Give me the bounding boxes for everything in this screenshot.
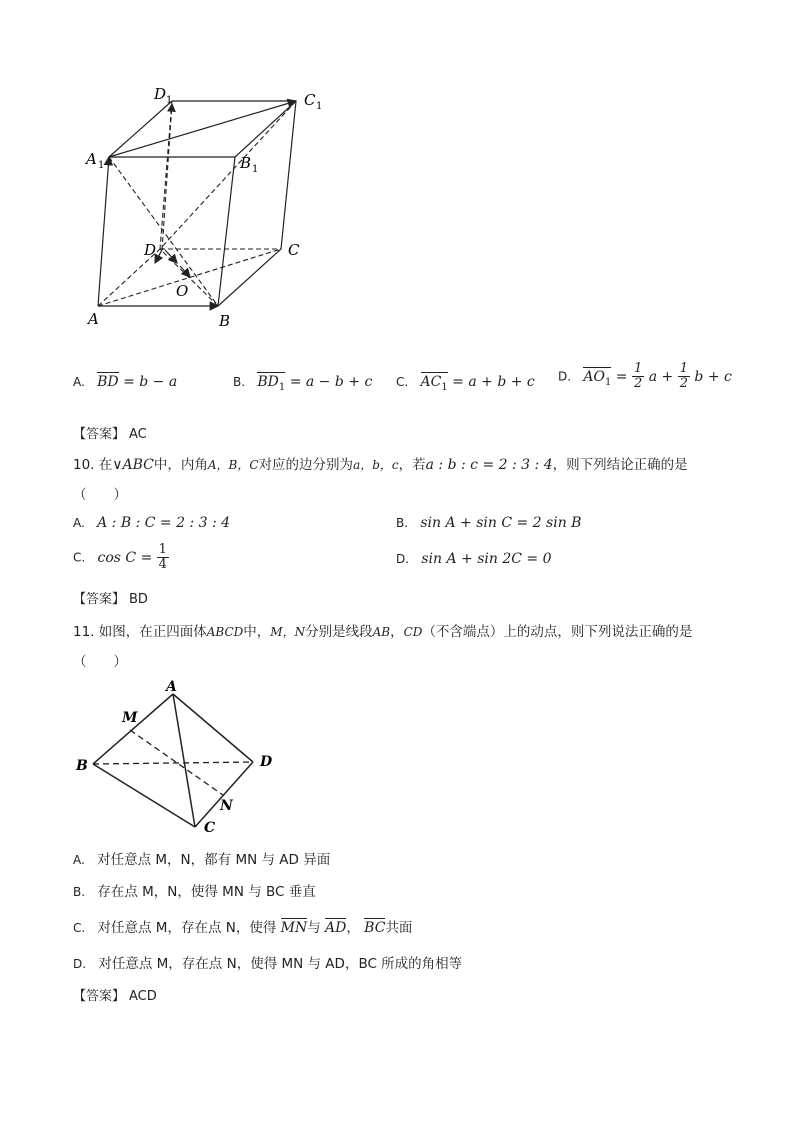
q9-d-fraction-1: $\frac{1}{2}$ [633, 361, 643, 391]
q9-option-a[interactable]: A. BD = b − a [73, 374, 178, 390]
label-D1: D [154, 85, 167, 103]
q9-d-fraction-2: $\frac{1}{2}$ [679, 361, 688, 391]
label-C1: C [304, 91, 316, 109]
tetra-label-N: N [220, 798, 233, 814]
tetra-label-A: A [166, 679, 177, 695]
q10-option-d[interactable]: D. sin A + sin 2C = 0 [396, 551, 552, 567]
q10-answer [73, 588, 148, 607]
label-B: B [219, 312, 231, 330]
answer-value: ACD [129, 989, 157, 1004]
q9-c-vector-ac1: $AC_1$ [420, 374, 448, 393]
q10-option-c[interactable]: C. cos C = $\frac{1}{4}$ [73, 542, 167, 572]
q9-option-b[interactable]: B. $BD_1 = a - b + c$ [233, 374, 373, 393]
label-B1: B [240, 154, 252, 172]
tetra-label-D: D [260, 754, 273, 770]
label-D: D [144, 241, 157, 259]
label-A1: A [86, 150, 97, 168]
label-C: C [288, 241, 300, 259]
q11-tetrahedron-figure [70, 670, 290, 840]
label-D1-sub: 1 [166, 95, 173, 106]
answer-tag: 【答案】 [73, 427, 126, 442]
tetra-label-B: B [76, 758, 88, 774]
q11-c-vector-ad: AD [325, 920, 347, 936]
q9-d-vector-a1o: $AO_1$ [583, 368, 612, 388]
label-A1-sub: 1 [98, 160, 105, 171]
q11-answer [73, 985, 157, 1004]
q10-c-fraction: $\frac{1}{4}$ [158, 542, 167, 572]
label-B1-sub: 1 [252, 164, 259, 175]
q10-option-b[interactable]: B. sin A + sin C = 2 sin B [396, 515, 582, 531]
q9-option-d[interactable]: D. $AO_1$ = $\frac{1}{2}$ a + $\frac{1}{2}$ b + c [558, 361, 732, 391]
q11-stem: 11. 如图，在正四面体ABCD中，M，N分别是线段AB，CD（不含端点）上的动点，则下列说法正确的是 [73, 624, 693, 640]
q11-c-vector-mn: MN [280, 920, 308, 936]
q9-b-vector-bd1: $BD_1$ [257, 374, 286, 393]
tetra-label-C: C [204, 820, 216, 836]
q10-paren: （ ） [73, 487, 127, 503]
answer-value: BD [129, 592, 148, 607]
q10-stem: 10. 在∨ABC中，内角A，B，C对应的边分别为a，b，c，若a : b : c = 2 : 3 : 4，则下列结论正确的是 [73, 457, 688, 473]
answer-value: AC [129, 427, 147, 442]
q11-option-b[interactable]: B. 存在点 M，N，使得 MN 与 BC 垂直 [73, 884, 316, 900]
q10-option-a[interactable]: A. A : B : C = 2 : 3 : 4 [73, 515, 231, 531]
q9-a-vector-bd: BD [97, 374, 119, 390]
answer-tag: 【答案】 [73, 592, 126, 607]
q11-option-a[interactable]: A. 对任意点 M，N，都有 MN 与 AD 异面 [73, 852, 331, 868]
label-A: A [88, 310, 99, 328]
q11-c-vector-bc: BC [364, 920, 386, 936]
label-C1-sub: 1 [316, 101, 323, 112]
q9-option-c[interactable]: C. $AC_1 = a + b + c$ [396, 374, 535, 393]
answer-tag: 【答案】 [73, 989, 126, 1004]
q11-option-c[interactable]: C. 对任意点 M，存在点 N，使得 MN与 AD， BC共面 [73, 920, 413, 936]
q11-paren: （ ） [73, 654, 127, 670]
q9-parallelepiped-figure [80, 80, 340, 340]
tetra-label-M: M [122, 710, 138, 726]
q9-answer [73, 423, 147, 442]
label-O: O [176, 282, 189, 300]
q11-option-d[interactable]: D. 对任意点 M，存在点 N，使得 MN 与 AD，BC 所成的角相等 [73, 956, 463, 972]
